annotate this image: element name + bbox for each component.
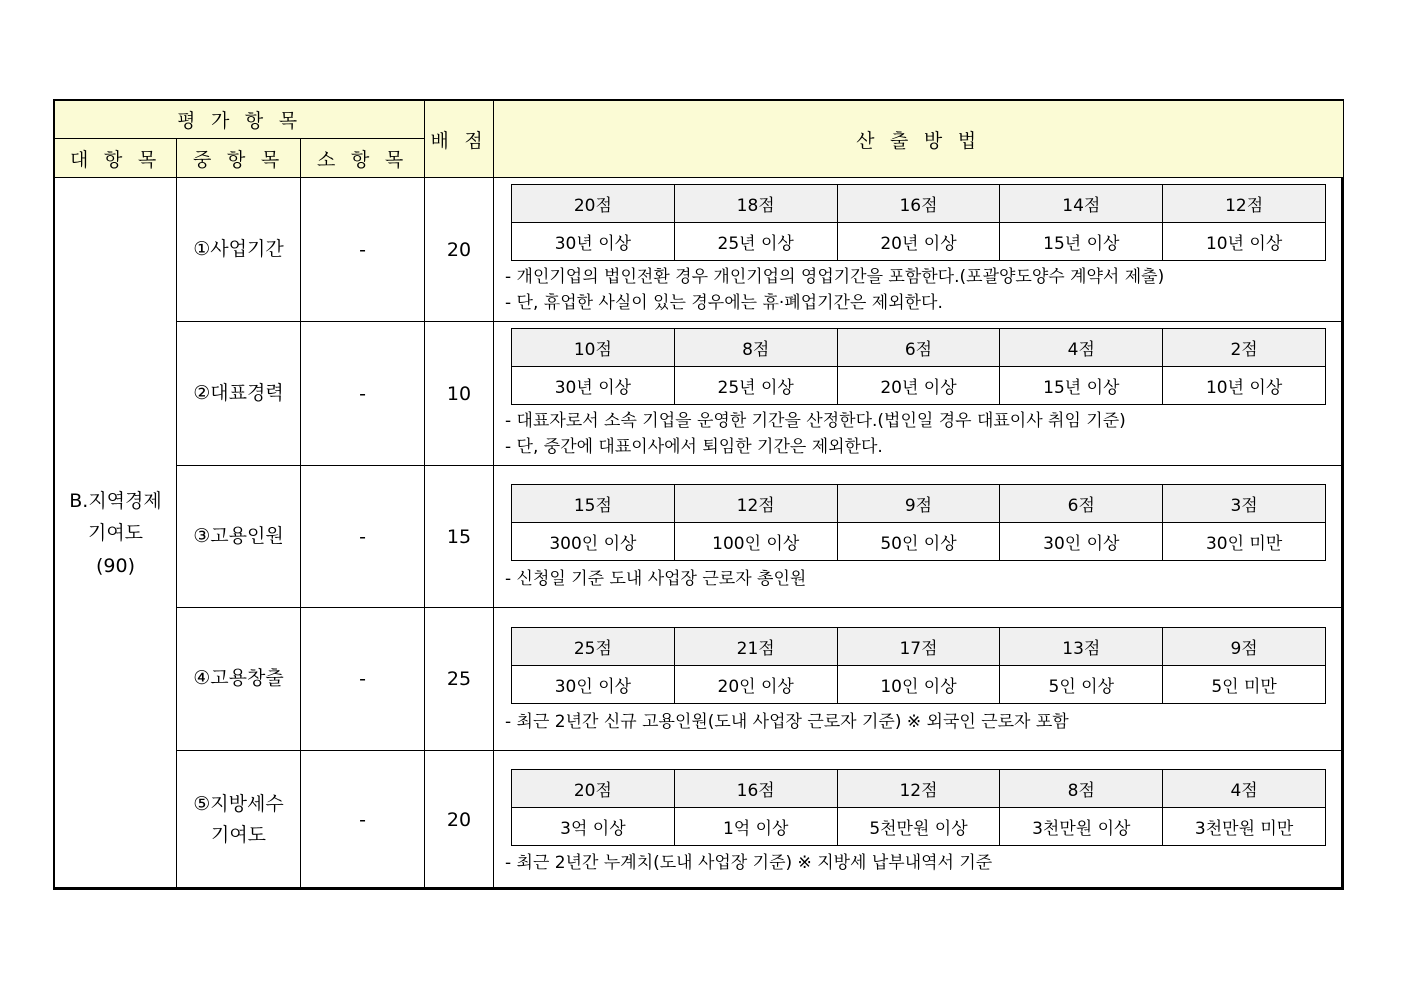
points-cell: 2점 — [1163, 329, 1326, 367]
points-row — [512, 485, 1326, 523]
criteria-cell: 20년 이상 — [837, 367, 1000, 405]
criteria-cell: 30인 미만 — [1163, 523, 1326, 561]
criteria-cell: 100인 이상 — [674, 523, 837, 561]
criteria-cell: 25년 이상 — [674, 223, 837, 261]
criteria-cell: 5천만원 이상 — [837, 808, 1000, 846]
criteria-cell: 30인 이상 — [512, 666, 675, 704]
points-cell: 21점 — [674, 628, 837, 666]
criteria-cell: 30인 이상 — [1000, 523, 1163, 561]
points-cell: 6점 — [837, 329, 1000, 367]
method-note: - 신청일 기준 도내 사업장 근로자 총인원 — [505, 569, 807, 589]
method-note: - 대표자로서 소속 기업을 운영한 기간을 산정한다.(법인일 경우 대표이사 취임 기준) — [505, 411, 1126, 431]
minor-item-cell: - — [301, 466, 425, 608]
header-score: 배 점 — [425, 101, 494, 178]
middle-item-label: ④고용창출 — [193, 667, 284, 690]
method-note: - 최근 2년간 신규 고용인원(도내 사업장 근로자 기준) ※ 외국인 근로자 포함 — [505, 712, 1069, 732]
points-row — [512, 185, 1326, 223]
criteria-cell: 50인 이상 — [837, 523, 1000, 561]
score-criteria-table — [511, 484, 1326, 561]
middle-item-label: ⑤지방세수 — [193, 792, 284, 815]
method-cell — [494, 322, 1343, 466]
method-note: - 개인기업의 법인전환 경우 개인기업의 영업기간을 포함한다.(포괄양도양수 계약서 제출) — [505, 267, 1165, 287]
middle-item-cell — [177, 608, 301, 751]
points-cell: 17점 — [837, 628, 1000, 666]
minor-item-cell: - — [301, 751, 425, 889]
points-cell: 20점 — [512, 770, 675, 808]
score-cell: 20 — [425, 178, 494, 322]
criteria-row — [512, 523, 1326, 561]
category-line3: (90) — [95, 554, 135, 577]
points-cell: 9점 — [837, 485, 1000, 523]
score-criteria-table — [511, 184, 1326, 261]
points-cell: 16점 — [837, 185, 1000, 223]
criteria-cell: 20년 이상 — [837, 223, 1000, 261]
points-cell: 18점 — [674, 185, 837, 223]
method-note: - 단, 중간에 대표이사에서 퇴임한 기간은 제외한다. — [505, 437, 883, 457]
category-line2: 기여도 — [87, 522, 144, 545]
criteria-cell: 5인 미만 — [1163, 666, 1326, 704]
points-cell: 3점 — [1163, 485, 1326, 523]
header-minor: 소 항 목 — [301, 139, 425, 178]
points-cell: 8점 — [674, 329, 837, 367]
points-row — [512, 628, 1326, 666]
criteria-cell: 5인 이상 — [1000, 666, 1163, 704]
criteria-cell: 10년 이상 — [1163, 223, 1326, 261]
criteria-cell: 25년 이상 — [674, 367, 837, 405]
points-cell: 8점 — [1000, 770, 1163, 808]
middle-item-cell — [177, 751, 301, 889]
points-cell: 9점 — [1163, 628, 1326, 666]
criteria-cell: 3억 이상 — [512, 808, 675, 846]
method-cell — [494, 178, 1343, 322]
header-middle: 중 항 목 — [177, 139, 301, 178]
method-note: - 단, 휴업한 사실이 있는 경우에는 휴·폐업기간은 제외한다. — [505, 293, 943, 313]
criteria-cell: 15년 이상 — [1000, 223, 1163, 261]
points-row — [512, 770, 1326, 808]
method-cell — [494, 466, 1343, 608]
points-cell: 4점 — [1000, 329, 1163, 367]
points-cell: 25점 — [512, 628, 675, 666]
middle-item-label: 기여도 — [210, 824, 267, 846]
category-line1: B.지역경제 — [69, 490, 162, 513]
criteria-row — [512, 367, 1326, 405]
minor-item-cell: - — [301, 178, 425, 322]
score-cell: 25 — [425, 608, 494, 751]
points-cell: 4점 — [1163, 770, 1326, 808]
criteria-row — [512, 223, 1326, 261]
evaluation-table — [53, 99, 1344, 890]
criteria-cell: 30년 이상 — [512, 367, 675, 405]
points-cell: 14점 — [1000, 185, 1163, 223]
points-cell: 16점 — [674, 770, 837, 808]
minor-item-cell: - — [301, 608, 425, 751]
criteria-cell: 15년 이상 — [1000, 367, 1163, 405]
minor-item-cell: - — [301, 322, 425, 466]
header-eval-items: 평 가 항 목 — [55, 101, 425, 139]
middle-item-label: ①사업기간 — [193, 237, 284, 260]
criteria-cell: 20인 이상 — [674, 666, 837, 704]
criteria-cell: 10년 이상 — [1163, 367, 1326, 405]
method-cell — [494, 751, 1343, 889]
middle-item-cell — [177, 466, 301, 608]
points-cell: 12점 — [837, 770, 1000, 808]
middle-item-label: ②대표경력 — [193, 381, 284, 404]
middle-item-cell — [177, 322, 301, 466]
header-major: 대 항 목 — [55, 139, 177, 178]
criteria-cell: 10인 이상 — [837, 666, 1000, 704]
score-cell: 20 — [425, 751, 494, 889]
points-cell: 10점 — [512, 329, 675, 367]
category-cell — [55, 178, 177, 889]
criteria-row — [512, 666, 1326, 704]
points-row — [512, 329, 1326, 367]
points-cell: 20점 — [512, 185, 675, 223]
score-criteria-table — [511, 769, 1326, 846]
points-cell: 15점 — [512, 485, 675, 523]
criteria-cell: 300인 이상 — [512, 523, 675, 561]
score-criteria-table — [511, 627, 1326, 704]
score-criteria-table — [511, 328, 1326, 405]
middle-item-cell — [177, 178, 301, 322]
score-cell: 15 — [425, 466, 494, 608]
criteria-row — [512, 808, 1326, 846]
criteria-cell: 1억 이상 — [674, 808, 837, 846]
points-cell: 12점 — [1163, 185, 1326, 223]
criteria-cell: 3천만원 미만 — [1163, 808, 1326, 846]
method-cell — [494, 608, 1343, 751]
method-note: - 최근 2년간 누계치(도내 사업장 기준) ※ 지방세 납부내역서 기준 — [505, 853, 993, 873]
header-method: 산 출 방 법 — [494, 101, 1343, 178]
points-cell: 6점 — [1000, 485, 1163, 523]
criteria-cell: 3천만원 이상 — [1000, 808, 1163, 846]
points-cell: 12점 — [674, 485, 837, 523]
middle-item-label: ③고용인원 — [193, 524, 284, 547]
criteria-cell: 30년 이상 — [512, 223, 675, 261]
points-cell: 13점 — [1000, 628, 1163, 666]
score-cell: 10 — [425, 322, 494, 466]
